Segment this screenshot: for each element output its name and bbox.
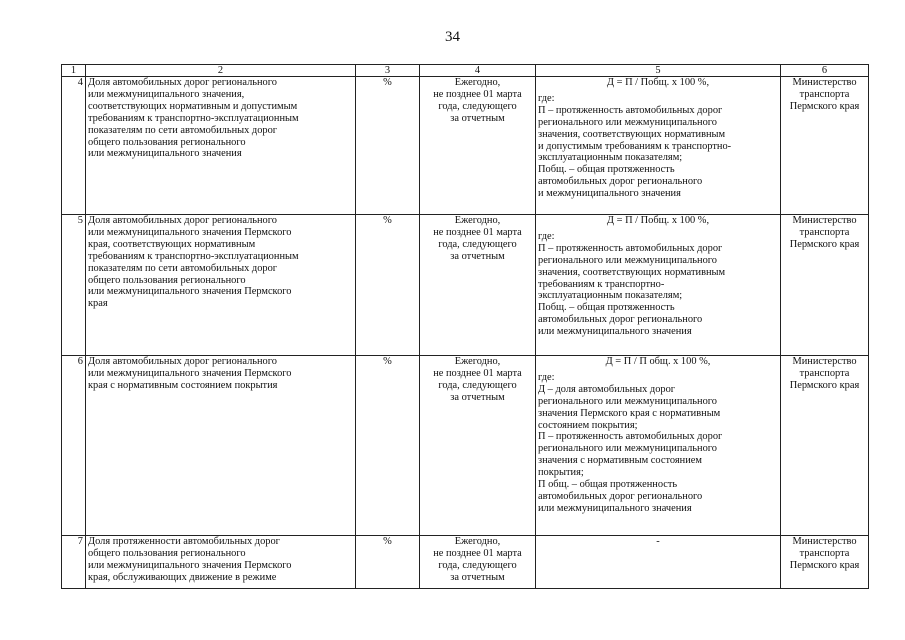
header-cell-6: 6 (781, 65, 869, 77)
text-line: года, следующего (438, 559, 517, 571)
text-line: не позднее 01 марта (433, 88, 522, 100)
text-line: за отчетным (450, 112, 505, 124)
text-line: автомобильных дорог регионального (538, 176, 703, 188)
text-line: за отчетным (450, 391, 505, 403)
text-line: общего пользования регионального (88, 274, 246, 286)
text-line: Министерство (792, 215, 857, 226)
indicator-table (61, 64, 869, 589)
unit-cell: % (356, 356, 420, 536)
text-line: или межмуниципального значения Пермского (88, 226, 292, 238)
table-row (62, 215, 869, 356)
unit-cell: % (356, 215, 420, 356)
text-line: края, обслуживающих движение в режиме (88, 571, 277, 583)
text-line: не позднее 01 марта (433, 226, 522, 238)
text-line: за отчетным (450, 571, 505, 583)
deadline-cell (420, 356, 536, 536)
text-line: транспорта (799, 88, 850, 100)
text-line: или межмуниципального значения (538, 326, 692, 338)
text-line: не позднее 01 марта (433, 367, 522, 379)
text-line: или межмуниципального значения, (88, 88, 245, 100)
text-line: регионального или межмуниципального (538, 395, 717, 407)
responsible-cell (781, 356, 869, 536)
text-line: транспорта (799, 367, 850, 379)
text-line: Пермского края (789, 100, 860, 112)
text-line: требованиям к транспортно-эксплуатационным (88, 250, 299, 262)
responsible-cell (781, 536, 869, 589)
text-line: автомобильных дорог регионального (538, 490, 703, 502)
indicator-name (86, 215, 356, 356)
header-cell-1: 1 (62, 65, 86, 77)
text-line: состоянием покрытия; (538, 419, 638, 431)
text-line: эксплуатационным показателям; (538, 290, 683, 302)
text-line: за отчетным (450, 250, 505, 262)
unit-cell: % (356, 536, 420, 589)
unit-cell: % (356, 77, 420, 215)
text-line: Доля автомобильных дорог регионального (88, 215, 277, 226)
text-line: края, соответствующих нормативным (88, 238, 256, 250)
text-line: Пермского края (789, 559, 860, 571)
text-line: показателям по сети автомобильных дорог (88, 124, 278, 136)
text-line: края с нормативным состоянием покрытия (88, 379, 278, 391)
text-line: покрытия; (538, 467, 584, 479)
responsible-cell (781, 77, 869, 215)
text-line: или межмуниципального значения (88, 148, 242, 160)
text-line: Доля автомобильных дорог регионального (88, 77, 277, 88)
header-cell-3: 3 (356, 65, 420, 77)
formula-cell (536, 536, 781, 589)
formula-cell (536, 77, 781, 215)
text-line: не позднее 01 марта (433, 547, 522, 559)
row-number: 4 (62, 77, 86, 215)
text-line: года, следующего (438, 379, 517, 391)
text-line: требованиям к транспортно- (538, 278, 665, 290)
text-line: Побщ. – общая протяженность (538, 164, 675, 176)
formula: Д = П / П общ. х 100 %, (605, 356, 711, 367)
text-line: где: (538, 230, 555, 242)
text-line: Побщ. – общая протяженность (538, 302, 675, 314)
text-line: Министерство (792, 356, 857, 367)
header-cell-5: 5 (536, 65, 781, 77)
text-line: где: (538, 92, 555, 104)
text-line: регионального или межмуниципального (538, 254, 717, 266)
text-line: года, следующего (438, 100, 517, 112)
text-line: края (88, 298, 108, 310)
text-line: требованиям к транспортно-эксплуатационным (88, 112, 299, 124)
text-line: Пермского края (789, 238, 860, 250)
text-line: значения Пермского края с нормативным (538, 407, 721, 419)
text-line: Доля протяженности автомобильных дорог (88, 536, 280, 547)
formula: - (656, 536, 660, 547)
text-line: где: (538, 371, 555, 383)
text-line: регионального или межмуниципального (538, 116, 717, 128)
text-line: П общ. – общая протяженность (538, 479, 678, 491)
table-row (62, 536, 869, 589)
text-line: эксплуатационным показателям; (538, 152, 683, 164)
table-row (62, 356, 869, 536)
text-line: и допустимым требованиям к транспортно- (538, 140, 732, 152)
deadline-cell (420, 215, 536, 356)
text-line: Пермского края (789, 379, 860, 391)
text-line: Ежегодно, (454, 215, 501, 226)
text-line: или межмуниципального значения Пермского (88, 286, 292, 298)
text-line: общего пользования регионального (88, 547, 246, 559)
text-line: П – протяженность автомобильных дорог (538, 242, 723, 254)
indicator-name (86, 536, 356, 589)
row-number: 5 (62, 215, 86, 356)
text-line: Ежегодно, (454, 536, 501, 547)
text-line: соответствующих нормативным и допустимым (88, 100, 298, 112)
text-line: Ежегодно, (454, 356, 501, 367)
text-line: Министерство (792, 536, 857, 547)
row-number: 7 (62, 536, 86, 589)
text-line: П – протяженность автомобильных дорог (538, 104, 723, 116)
header-cell-2: 2 (86, 65, 356, 77)
text-line: общего пользования регионального (88, 136, 246, 148)
text-line: Министерство (792, 77, 857, 88)
text-line: П – протяженность автомобильных дорог (538, 431, 723, 443)
deadline-cell (420, 536, 536, 589)
text-line: Ежегодно, (454, 77, 501, 88)
text-line: Д – доля автомобильных дорог (538, 383, 676, 395)
text-line: показателям по сети автомобильных дорог (88, 262, 278, 274)
text-line: года, следующего (438, 238, 517, 250)
table-row (62, 77, 869, 215)
responsible-cell (781, 215, 869, 356)
text-line: Доля автомобильных дорог регионального (88, 356, 277, 367)
deadline-cell (420, 77, 536, 215)
text-line: транспорта (799, 226, 850, 238)
page-number: 34 (445, 29, 460, 45)
text-line: и межмуниципального значения (538, 188, 681, 200)
header-row (62, 65, 869, 77)
text-line: регионального или межмуниципального (538, 443, 717, 455)
text-line: значения с нормативным состоянием (538, 455, 702, 467)
formula-cell (536, 215, 781, 356)
text-line: или межмуниципального значения (538, 502, 692, 514)
formula: Д = П / Побщ. х 100 %, (606, 77, 710, 88)
text-line: транспорта (799, 547, 850, 559)
text-line: значения, соответствующих нормативным (538, 128, 726, 140)
text-line: значения, соответствующих нормативным (538, 266, 726, 278)
text-line: автомобильных дорог регионального (538, 314, 703, 326)
header-cell-4: 4 (420, 65, 536, 77)
formula: Д = П / Побщ. х 100 %, (606, 215, 710, 226)
formula-cell (536, 356, 781, 536)
indicator-name (86, 77, 356, 215)
row-number: 6 (62, 356, 86, 536)
text-line: или межмуниципального значения Пермского (88, 559, 292, 571)
text-line: или межмуниципального значения Пермского (88, 367, 292, 379)
indicator-name (86, 356, 356, 536)
